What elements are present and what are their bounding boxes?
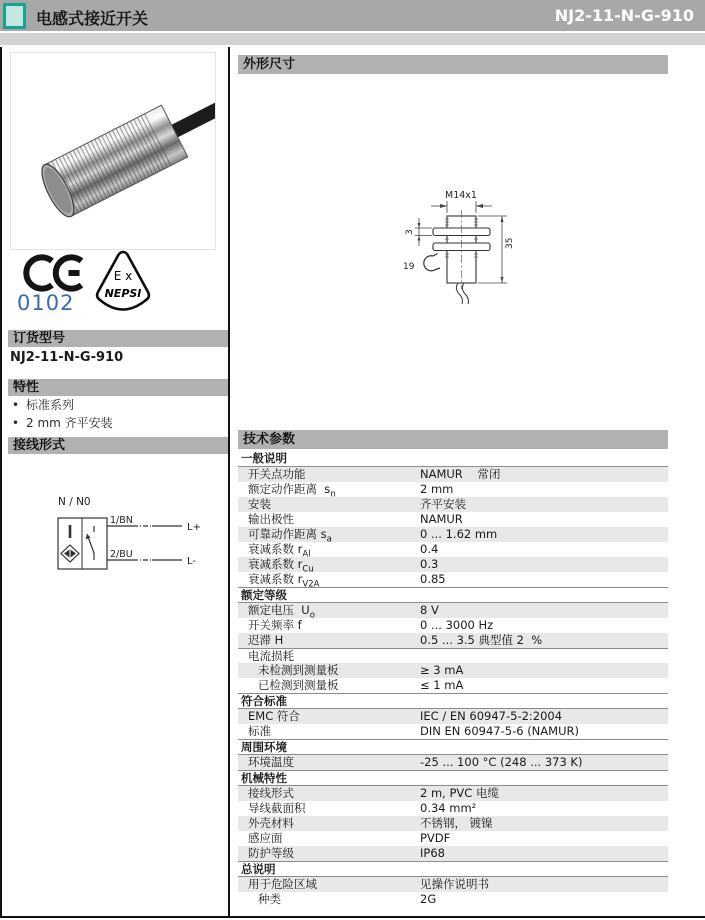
table-row <box>238 557 668 572</box>
features-section-header: 特性 <box>8 379 228 396</box>
table-row <box>238 678 668 693</box>
model-number-header: NJ2-11-N-G-910 <box>554 6 694 25</box>
row-value: 0.34 mm² <box>420 801 477 815</box>
wire-top-label: 1/BN <box>110 515 133 526</box>
table-row <box>238 603 668 618</box>
table-section-header: 机械特性 <box>238 770 668 786</box>
row-label: 用于危险区域 <box>248 877 317 891</box>
row-label: 防护等级 <box>248 846 294 860</box>
feature-item: • 标准系列 <box>10 396 224 414</box>
row-value: DIN EN 60947-5-6 (NAMUR) <box>420 724 579 738</box>
row-value: 8 V <box>420 603 439 617</box>
table-row <box>238 709 668 724</box>
table-row <box>238 816 668 831</box>
table-section-header: 总说明 <box>238 861 668 877</box>
table-row <box>238 527 668 542</box>
row-label: 衰减系数 $r_{V2A}$ <box>248 572 320 587</box>
order-section-header: 订货型号 <box>8 330 228 347</box>
table-row <box>238 633 668 648</box>
table-row <box>238 572 668 587</box>
row-label: 额定电压 $U_o$ <box>248 603 315 618</box>
row-value: 0.4 <box>420 542 439 556</box>
ce-notified-body-number: 0102 <box>17 291 75 315</box>
table-row <box>238 618 668 633</box>
row-label: 导线截面积 <box>248 801 306 815</box>
row-value: 2G <box>420 892 437 906</box>
row-label: 迟滞 H <box>248 633 284 647</box>
row-value: 见操作说明书 <box>420 877 489 891</box>
row-value: NAMUR <box>420 512 463 526</box>
row-label: 接线形式 <box>248 786 294 800</box>
thread-size-label: M14x1 <box>445 190 477 201</box>
row-value: -25 ... 100 °C (248 ... 373 K) <box>420 755 583 769</box>
switch-contact-symbol <box>86 526 95 560</box>
row-label: 开关频率 f <box>248 618 302 632</box>
nepsi-name-label: NEPSI <box>104 287 142 300</box>
header-substrip <box>0 33 705 45</box>
ce-mark-icon <box>16 253 86 293</box>
wiring-diagram <box>30 487 208 597</box>
row-label: 安装 <box>248 497 271 511</box>
connection-section-header: 接线形式 <box>8 437 228 454</box>
table-section-header: 一般说明 <box>238 451 668 467</box>
row-label: 输出极性 <box>248 512 294 526</box>
table-row <box>238 467 668 482</box>
row-label: 可靠动作距离 $s_a$ <box>248 527 332 542</box>
table-section-header: 额定等级 <box>238 587 668 603</box>
table-row <box>238 482 668 497</box>
row-value: PVDF <box>420 831 451 845</box>
terminal-minus-label: L- <box>187 556 197 567</box>
brand-square-icon <box>3 3 26 29</box>
row-label: 开关点功能 <box>248 467 306 481</box>
table-row <box>238 892 668 907</box>
table-row <box>238 877 668 892</box>
order-model-number: NJ2-11-N-G-910 <box>10 350 124 365</box>
row-value: 齐平安装 <box>420 497 466 511</box>
feature-item: • 2 mm 齐平安装 <box>10 414 224 432</box>
table-row <box>238 801 668 816</box>
sensor-photo-drawing <box>11 53 215 249</box>
row-value: 0 ... 3000 Hz <box>420 618 494 632</box>
row-label: 环境温度 <box>248 755 294 769</box>
row-label: 电流损耗 <box>248 649 294 663</box>
table-row <box>238 724 668 739</box>
namur-diamond-symbol <box>61 545 79 562</box>
wire-bottom-label: 2/BU <box>110 549 133 560</box>
wrench-size-dim: 19 <box>403 262 415 272</box>
features-list <box>10 396 224 432</box>
product-photo <box>10 52 216 250</box>
row-value: IEC / EN 60947-5-2:2004 <box>420 709 563 723</box>
row-label: 已检测到测量板 <box>258 678 339 692</box>
dimensions-section-header: 外形尺寸 <box>238 55 668 74</box>
row-label: 标准 <box>248 724 271 738</box>
nepsi-ex-label: E x <box>113 269 133 283</box>
row-label: 未检测到测量板 <box>258 663 339 677</box>
wrench-icon <box>424 256 436 271</box>
table-row <box>238 755 668 770</box>
terminal-plus-label: L+ <box>187 522 201 533</box>
table-row <box>238 497 668 512</box>
row-value: 0.3 <box>420 557 439 571</box>
table-row <box>238 831 668 846</box>
nut-height-dim: 3 <box>405 229 415 235</box>
tech-table <box>238 451 668 907</box>
row-label: 外壳材料 <box>248 816 294 830</box>
table-section-header: 符合标准 <box>238 693 668 709</box>
table-row <box>238 648 668 663</box>
table-row <box>238 786 668 801</box>
dimension-drawing <box>395 186 530 304</box>
row-label: 衰减系数 $r_{Al}$ <box>248 542 311 557</box>
row-value: 0.5 ... 3.5 典型值 2 % <box>420 633 543 647</box>
row-label: 额定动作距离 $s_n$ <box>248 482 336 497</box>
row-value: ≤ 1 mA <box>420 678 464 692</box>
nepsi-ex-icon <box>92 249 154 313</box>
row-value: 0.85 <box>420 572 446 586</box>
row-value: NAMUR 常闭 <box>420 467 501 481</box>
table-row <box>238 542 668 557</box>
row-label: 种类 <box>258 892 281 906</box>
row-value: 2 m, PVC 电缆 <box>420 786 499 800</box>
row-value: 2 mm <box>420 482 454 496</box>
row-value: IP68 <box>420 846 445 860</box>
row-label: EMC 符合 <box>248 709 300 723</box>
table-section-header: 周围环境 <box>238 739 668 755</box>
row-label: 衰减系数 $r_{Cu}$ <box>248 557 314 572</box>
row-value: ≥ 3 mA <box>420 663 464 677</box>
page-left-border <box>0 47 2 917</box>
row-value: 0 ... 1.62 mm <box>420 527 498 541</box>
column-divider <box>228 47 230 917</box>
table-row <box>238 512 668 527</box>
table-row <box>238 846 668 861</box>
product-type-title: 电感式接近开关 <box>36 9 149 28</box>
body-length-dim: 35 <box>505 237 515 249</box>
technical-section-header: 技术参数 <box>238 430 668 449</box>
wiring-type-label: N / N0 <box>58 496 91 508</box>
row-label: 感应面 <box>248 831 283 845</box>
row-value: 不锈钢， 镀镍 <box>420 816 493 830</box>
table-row <box>238 663 668 678</box>
page-header-bar <box>0 0 705 31</box>
page-bottom-border <box>0 916 705 918</box>
